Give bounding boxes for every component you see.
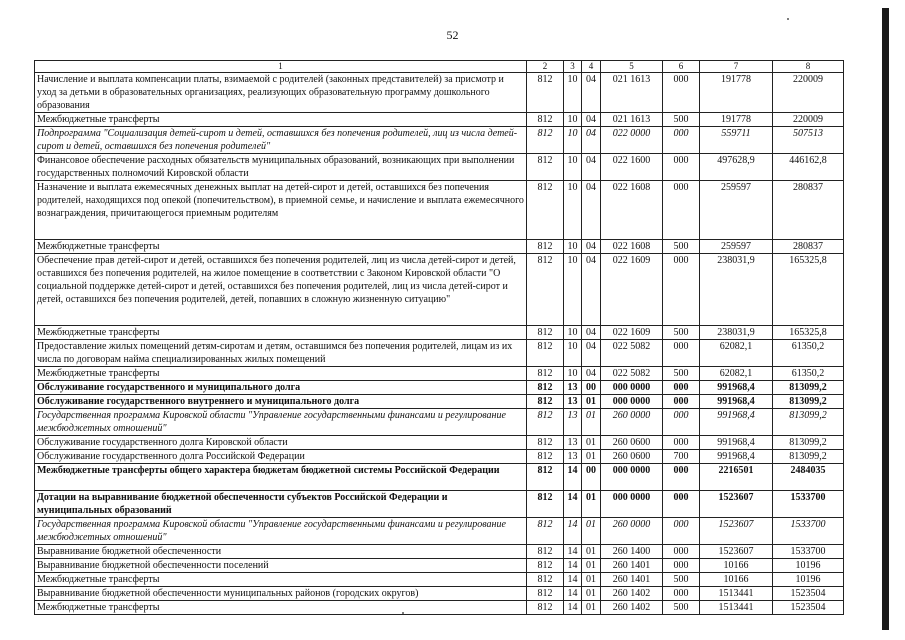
subsection-code: 04 bbox=[582, 367, 601, 381]
page-number: 52 bbox=[446, 28, 459, 42]
table-row bbox=[35, 587, 844, 601]
expense-type-code: 500 bbox=[663, 573, 700, 587]
budget-table bbox=[34, 60, 844, 615]
amount-year-1: 991968,4 bbox=[700, 450, 773, 464]
amount-year-1: 259597 bbox=[700, 240, 773, 254]
table-row bbox=[35, 450, 844, 464]
row-description: Межбюджетные трансферты bbox=[35, 240, 527, 254]
expense-type-code: 500 bbox=[663, 326, 700, 340]
column-header: 2 bbox=[527, 61, 564, 73]
target-article-code: 260 1401 bbox=[601, 573, 663, 587]
expense-type-code: 000 bbox=[663, 395, 700, 409]
target-article-code: 260 1402 bbox=[601, 601, 663, 615]
section-code: 13 bbox=[564, 450, 582, 464]
row-description: Межбюджетные трансферты bbox=[35, 601, 527, 615]
amount-year-1: 191778 bbox=[700, 73, 773, 113]
column-header: 5 bbox=[601, 61, 663, 73]
ministry-code: 812 bbox=[527, 340, 564, 367]
ministry-code: 812 bbox=[527, 559, 564, 573]
table-row bbox=[35, 367, 844, 381]
target-article-code: 000 0000 bbox=[601, 464, 663, 491]
subsection-code: 01 bbox=[582, 587, 601, 601]
subsection-code: 01 bbox=[582, 409, 601, 436]
section-code: 13 bbox=[564, 395, 582, 409]
row-description: Межбюджетные трансферты bbox=[35, 573, 527, 587]
expense-type-code: 700 bbox=[663, 450, 700, 464]
amount-year-2: 1533700 bbox=[773, 518, 844, 545]
row-description: Подпрограмма "Социализация детей-сирот и детей, оставшихся без попечения родителей, лиц из числа детей-сирот и детей, оставшихся без попечения родителей" bbox=[35, 127, 527, 154]
table-row bbox=[35, 518, 844, 545]
section-code: 14 bbox=[564, 601, 582, 615]
table-row bbox=[35, 154, 844, 181]
ministry-code: 812 bbox=[527, 450, 564, 464]
subsection-code: 01 bbox=[582, 518, 601, 545]
subsection-code: 04 bbox=[582, 127, 601, 154]
amount-year-1: 1523607 bbox=[700, 491, 773, 518]
section-code: 10 bbox=[564, 73, 582, 113]
section-code: 14 bbox=[564, 518, 582, 545]
section-code: 14 bbox=[564, 587, 582, 601]
amount-year-1: 2216501 bbox=[700, 464, 773, 491]
amount-year-2: 280837 bbox=[773, 181, 844, 240]
ministry-code: 812 bbox=[527, 395, 564, 409]
amount-year-2: 446162,8 bbox=[773, 154, 844, 181]
amount-year-2: 220009 bbox=[773, 113, 844, 127]
ministry-code: 812 bbox=[527, 367, 564, 381]
row-description: Межбюджетные трансферты bbox=[35, 367, 527, 381]
section-code: 13 bbox=[564, 381, 582, 395]
section-code: 10 bbox=[564, 254, 582, 326]
section-code: 10 bbox=[564, 340, 582, 367]
amount-year-1: 991968,4 bbox=[700, 381, 773, 395]
table-row bbox=[35, 340, 844, 367]
amount-year-2: 813099,2 bbox=[773, 450, 844, 464]
ministry-code: 812 bbox=[527, 113, 564, 127]
target-article-code: 260 0600 bbox=[601, 436, 663, 450]
row-description: Назначение и выплата ежемесячных денежных выплат на детей-сирот и детей, оставшихся без попечения родителей, находящихся под опекой (попечительством), в приемной семье, и начисление и выплата ежемесячного вознаграждения, причитающегося приемным родителям bbox=[35, 181, 527, 240]
column-header: 3 bbox=[564, 61, 582, 73]
subsection-code: 01 bbox=[582, 545, 601, 559]
amount-year-2: 10196 bbox=[773, 573, 844, 587]
section-code: 14 bbox=[564, 545, 582, 559]
row-description: Межбюджетные трансферты bbox=[35, 326, 527, 340]
amount-year-1: 1513441 bbox=[700, 587, 773, 601]
table-row bbox=[35, 601, 844, 615]
amount-year-1: 238031,9 bbox=[700, 326, 773, 340]
expense-type-code: 000 bbox=[663, 491, 700, 518]
expense-type-code: 000 bbox=[663, 181, 700, 240]
table-row bbox=[35, 436, 844, 450]
expense-type-code: 000 bbox=[663, 154, 700, 181]
amount-year-1: 991968,4 bbox=[700, 395, 773, 409]
expense-type-code: 000 bbox=[663, 559, 700, 573]
amount-year-2: 61350,2 bbox=[773, 340, 844, 367]
row-description: Обслуживание государственного долга Российской Федерации bbox=[35, 450, 527, 464]
row-description: Дотации на выравнивание бюджетной обеспеченности субъектов Российской Федерации и муниципальных образований bbox=[35, 491, 527, 518]
expense-type-code: 000 bbox=[663, 381, 700, 395]
table-row bbox=[35, 181, 844, 240]
target-article-code: 022 1600 bbox=[601, 154, 663, 181]
subsection-code: 01 bbox=[582, 491, 601, 518]
row-description: Межбюджетные трансферты общего характера бюджетам бюджетной системы Российской Федерации bbox=[35, 464, 527, 491]
ministry-code: 812 bbox=[527, 181, 564, 240]
expense-type-code: 500 bbox=[663, 601, 700, 615]
amount-year-1: 559711 bbox=[700, 127, 773, 154]
section-code: 14 bbox=[564, 559, 582, 573]
amount-year-1: 991968,4 bbox=[700, 409, 773, 436]
amount-year-2: 813099,2 bbox=[773, 436, 844, 450]
target-article-code: 260 1401 bbox=[601, 559, 663, 573]
subsection-code: 01 bbox=[582, 395, 601, 409]
amount-year-1: 191778 bbox=[700, 113, 773, 127]
column-header: 8 bbox=[773, 61, 844, 73]
target-article-code: 000 0000 bbox=[601, 395, 663, 409]
expense-type-code: 500 bbox=[663, 240, 700, 254]
section-code: 10 bbox=[564, 326, 582, 340]
target-article-code: 021 1613 bbox=[601, 113, 663, 127]
row-description: Государственная программа Кировской области "Управление государственными финансами и регулирование межбюджетных отношений" bbox=[35, 409, 527, 436]
subsection-code: 01 bbox=[582, 559, 601, 573]
ministry-code: 812 bbox=[527, 240, 564, 254]
section-code: 10 bbox=[564, 113, 582, 127]
subsection-code: 04 bbox=[582, 340, 601, 367]
section-code: 10 bbox=[564, 181, 582, 240]
amount-year-2: 1523504 bbox=[773, 587, 844, 601]
target-article-code: 260 0000 bbox=[601, 518, 663, 545]
amount-year-2: 813099,2 bbox=[773, 395, 844, 409]
column-header: 6 bbox=[663, 61, 700, 73]
expense-type-code: 500 bbox=[663, 113, 700, 127]
table-row bbox=[35, 491, 844, 518]
subsection-code: 04 bbox=[582, 113, 601, 127]
ministry-code: 812 bbox=[527, 154, 564, 181]
target-article-code: 000 0000 bbox=[601, 491, 663, 518]
subsection-code: 04 bbox=[582, 154, 601, 181]
scan-speck bbox=[787, 18, 789, 20]
row-description: Обслуживание государственного и муниципального долга bbox=[35, 381, 527, 395]
table-row bbox=[35, 545, 844, 559]
column-header-row bbox=[35, 61, 844, 73]
row-description: Обслуживание государственного внутреннего и муниципального долга bbox=[35, 395, 527, 409]
subsection-code: 01 bbox=[582, 450, 601, 464]
row-description: Начисление и выплата компенсации платы, взимаемой с родителей (законных представителей) за присмотр и уход за детьми в образовательных организациях, реализующих образовательную программу дошкольного образования bbox=[35, 73, 527, 113]
table-row bbox=[35, 381, 844, 395]
subsection-code: 04 bbox=[582, 181, 601, 240]
amount-year-1: 62082,1 bbox=[700, 367, 773, 381]
amount-year-1: 1513441 bbox=[700, 601, 773, 615]
ministry-code: 812 bbox=[527, 545, 564, 559]
subsection-code: 04 bbox=[582, 73, 601, 113]
target-article-code: 022 1608 bbox=[601, 181, 663, 240]
section-code: 14 bbox=[564, 464, 582, 491]
amount-year-2: 2484035 bbox=[773, 464, 844, 491]
ministry-code: 812 bbox=[527, 601, 564, 615]
amount-year-2: 280837 bbox=[773, 240, 844, 254]
amount-year-2: 813099,2 bbox=[773, 381, 844, 395]
subsection-code: 01 bbox=[582, 601, 601, 615]
expense-type-code: 000 bbox=[663, 545, 700, 559]
target-article-code: 260 1400 bbox=[601, 545, 663, 559]
table-row bbox=[35, 113, 844, 127]
amount-year-1: 1523607 bbox=[700, 545, 773, 559]
target-article-code: 260 1402 bbox=[601, 587, 663, 601]
table-row bbox=[35, 464, 844, 491]
subsection-code: 01 bbox=[582, 436, 601, 450]
row-description: Финансовое обеспечение расходных обязательств муниципальных образований, возникающих при выполнении государственных полномочий Кировской области bbox=[35, 154, 527, 181]
amount-year-2: 1533700 bbox=[773, 545, 844, 559]
section-code: 10 bbox=[564, 154, 582, 181]
subsection-code: 04 bbox=[582, 240, 601, 254]
expense-type-code: 000 bbox=[663, 587, 700, 601]
ministry-code: 812 bbox=[527, 587, 564, 601]
amount-year-1: 62082,1 bbox=[700, 340, 773, 367]
subsection-code: 01 bbox=[582, 573, 601, 587]
section-code: 10 bbox=[564, 127, 582, 154]
amount-year-2: 1533700 bbox=[773, 491, 844, 518]
expense-type-code: 000 bbox=[663, 409, 700, 436]
expense-type-code: 000 bbox=[663, 73, 700, 113]
ministry-code: 812 bbox=[527, 518, 564, 545]
table-row bbox=[35, 395, 844, 409]
amount-year-2: 507513 bbox=[773, 127, 844, 154]
section-code: 13 bbox=[564, 409, 582, 436]
amount-year-2: 165325,8 bbox=[773, 254, 844, 326]
target-article-code: 260 0000 bbox=[601, 409, 663, 436]
ministry-code: 812 bbox=[527, 436, 564, 450]
amount-year-2: 220009 bbox=[773, 73, 844, 113]
expense-type-code: 000 bbox=[663, 127, 700, 154]
amount-year-1: 991968,4 bbox=[700, 436, 773, 450]
column-header: 4 bbox=[582, 61, 601, 73]
subsection-code: 04 bbox=[582, 326, 601, 340]
scan-edge-bar bbox=[882, 8, 889, 630]
ministry-code: 812 bbox=[527, 381, 564, 395]
table-row bbox=[35, 326, 844, 340]
amount-year-2: 813099,2 bbox=[773, 409, 844, 436]
amount-year-1: 1523607 bbox=[700, 518, 773, 545]
target-article-code: 021 1613 bbox=[601, 73, 663, 113]
row-description: Предоставление жилых помещений детям-сиротам и детям, оставшимся без попечения родителей, лицам из их числа по договорам найма специализированных жилых помещений bbox=[35, 340, 527, 367]
table-row bbox=[35, 73, 844, 113]
target-article-code: 022 1609 bbox=[601, 326, 663, 340]
amount-year-1: 497628,9 bbox=[700, 154, 773, 181]
expense-type-code: 500 bbox=[663, 367, 700, 381]
column-header: 7 bbox=[700, 61, 773, 73]
target-article-code: 022 5082 bbox=[601, 367, 663, 381]
amount-year-2: 1523504 bbox=[773, 601, 844, 615]
row-description: Выравнивание бюджетной обеспеченности муниципальных районов (городских округов) bbox=[35, 587, 527, 601]
target-article-code: 000 0000 bbox=[601, 381, 663, 395]
target-article-code: 022 1609 bbox=[601, 254, 663, 326]
table-row bbox=[35, 559, 844, 573]
table-row bbox=[35, 254, 844, 326]
amount-year-1: 10166 bbox=[700, 559, 773, 573]
amount-year-1: 259597 bbox=[700, 181, 773, 240]
expense-type-code: 000 bbox=[663, 464, 700, 491]
row-description: Государственная программа Кировской области "Управление государственными финансами и регулирование межбюджетных отношений" bbox=[35, 518, 527, 545]
ministry-code: 812 bbox=[527, 491, 564, 518]
target-article-code: 022 1608 bbox=[601, 240, 663, 254]
expense-type-code: 000 bbox=[663, 518, 700, 545]
row-description: Межбюджетные трансферты bbox=[35, 113, 527, 127]
subsection-code: 00 bbox=[582, 381, 601, 395]
expense-type-code: 000 bbox=[663, 254, 700, 326]
ministry-code: 812 bbox=[527, 254, 564, 326]
row-description: Выравнивание бюджетной обеспеченности bbox=[35, 545, 527, 559]
target-article-code: 022 0000 bbox=[601, 127, 663, 154]
section-code: 14 bbox=[564, 573, 582, 587]
row-description: Обеспечение прав детей-сирот и детей, оставшихся без попечения родителей, лиц из числа детей-сирот и детей, оставшихся без попечения родителей, на жилое помещение в соответствии с Законом Кировской области "О социальной поддержке детей-сирот и детей, оставшихся без попечения родителей, лиц из числа детей-сирот и детей, оставшихся без попечения родителей, детей, попавших в сложную жизненную ситуацию" bbox=[35, 254, 527, 326]
amount-year-2: 61350,2 bbox=[773, 367, 844, 381]
ministry-code: 812 bbox=[527, 73, 564, 113]
amount-year-2: 10196 bbox=[773, 559, 844, 573]
table-row bbox=[35, 409, 844, 436]
expense-type-code: 000 bbox=[663, 340, 700, 367]
column-header: 1 bbox=[35, 61, 527, 73]
section-code: 10 bbox=[564, 240, 582, 254]
ministry-code: 812 bbox=[527, 573, 564, 587]
section-code: 10 bbox=[564, 367, 582, 381]
subsection-code: 04 bbox=[582, 254, 601, 326]
ministry-code: 812 bbox=[527, 409, 564, 436]
target-article-code: 260 0600 bbox=[601, 450, 663, 464]
table-row bbox=[35, 240, 844, 254]
expense-type-code: 000 bbox=[663, 436, 700, 450]
target-article-code: 022 5082 bbox=[601, 340, 663, 367]
section-code: 13 bbox=[564, 436, 582, 450]
amount-year-1: 10166 bbox=[700, 573, 773, 587]
amount-year-2: 165325,8 bbox=[773, 326, 844, 340]
row-description: Обслуживание государственного долга Кировской области bbox=[35, 436, 527, 450]
amount-year-1: 238031,9 bbox=[700, 254, 773, 326]
subsection-code: 00 bbox=[582, 464, 601, 491]
ministry-code: 812 bbox=[527, 464, 564, 491]
table-row bbox=[35, 573, 844, 587]
table-row bbox=[35, 127, 844, 154]
row-description: Выравнивание бюджетной обеспеченности поселений bbox=[35, 559, 527, 573]
ministry-code: 812 bbox=[527, 326, 564, 340]
ministry-code: 812 bbox=[527, 127, 564, 154]
section-code: 14 bbox=[564, 491, 582, 518]
